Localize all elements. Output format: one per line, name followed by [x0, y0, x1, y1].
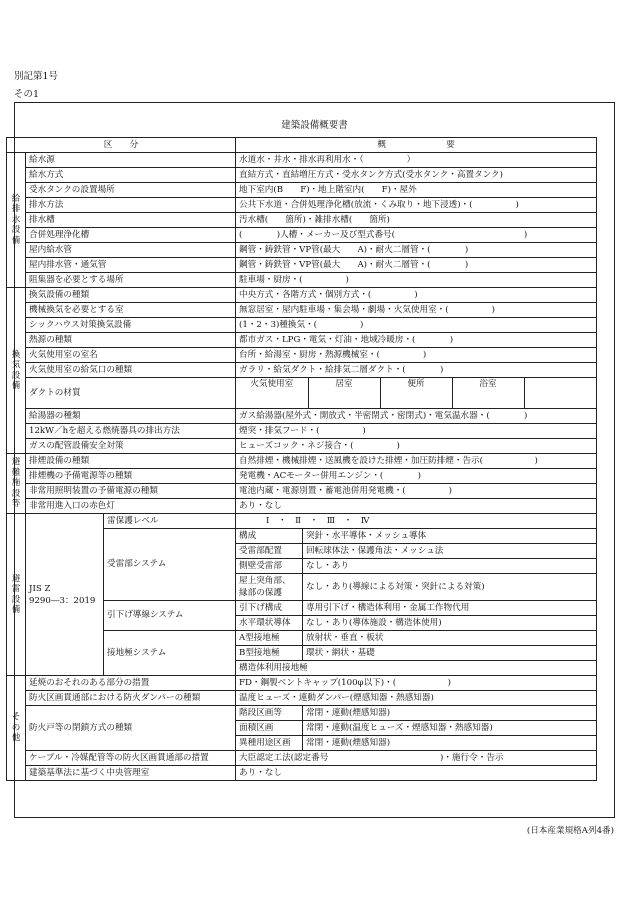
table-row [7, 454, 597, 469]
table-row [7, 424, 597, 439]
table-row [7, 198, 597, 213]
duct-column-label: 火気使用室 [250, 379, 294, 389]
form-part: その1 [14, 89, 40, 100]
table-row [7, 318, 597, 333]
item-value: 温度ヒューズ・連動ダンパー(煙感知器・熱感知器) [236, 691, 597, 706]
table-header-row [7, 138, 597, 153]
item-value: 回転球体法・保護角法・メッシュ法 [303, 544, 597, 559]
group-label: 接地極システム [104, 631, 236, 676]
section-label-text: その他 [11, 712, 21, 744]
item-label: 非常用進入口の赤色灯 [26, 499, 236, 514]
table-row [7, 499, 597, 514]
item-value: 公共下水道・合併処理浄化槽(放流・くみ取り・地下浸透)・( ) [236, 198, 597, 213]
item-value: 突針・水平導体・メッシュ導体 [303, 529, 597, 544]
item-label: 換気設備の種類 [26, 288, 236, 303]
item-label: 受雷部配置 [236, 544, 303, 559]
table-row [7, 258, 597, 273]
table-row [7, 273, 597, 288]
item-label: 給湯器の種類 [26, 409, 236, 424]
section-label-text: 避難施設等 [11, 457, 21, 510]
duct-blank [524, 378, 596, 408]
item-value: 自然排煙・機械排煙・送風機を設けた排煙・加圧防排煙・告示( ) [236, 454, 597, 469]
item-value: ガラリ・給気ダクト・給排気二層ダクト・( ) [236, 363, 597, 378]
section-label [7, 676, 26, 781]
table-row [7, 514, 597, 529]
section-label [7, 454, 26, 514]
item-value: 駐車場・厨房・( ) [236, 273, 597, 288]
item-value: 煙突・排気フード・( ) [236, 424, 597, 439]
duct-column-label: 浴室 [452, 378, 524, 408]
item-label: 構成 [236, 529, 303, 544]
item-label: シックハウス対策換気設備 [26, 318, 236, 333]
item-value: 水道水・井水・排水再利用水・（ ） [236, 153, 597, 168]
item-label: ガスの配管設備安全対策 [26, 439, 236, 454]
item-label: 異種用途区画 [236, 736, 303, 751]
table-row [7, 484, 597, 499]
item-label: 火気使用室の室名 [26, 348, 236, 363]
item-value: 直結方式・直結増圧方式・受水タンク方式(受水タンク・高置タンク) [236, 168, 597, 183]
item-label: 階段区画等 [236, 706, 303, 721]
item-label: 屋上突角部、縁部の保護 [236, 574, 303, 601]
group-label: 受雷部システム [104, 529, 236, 601]
item-value: 台所・給湯室・厨房・熱源機械室・( ) [236, 348, 597, 363]
item-label: 屋内給水管 [26, 243, 236, 258]
item-label: 火気使用室の給気口の種類 [26, 363, 236, 378]
table-row [7, 751, 597, 766]
form-number: 別記第1号 [14, 71, 59, 82]
page-title: 建築設備概要書 [281, 120, 348, 131]
item-value: 常閉・連動(煙感知器) [303, 706, 597, 721]
item-value: 大臣認定工法(認定番号 )・施行令・告示 [236, 751, 597, 766]
item-value: ヒューズコック・ネジ接合・( ) [236, 439, 597, 454]
item-value: あり・なし [236, 766, 597, 781]
item-value: 常閉・連動(温度ヒューズ・煙感知器・熱感知器) [303, 721, 597, 736]
item-label: 面積区画 [236, 721, 303, 736]
table-row [7, 691, 597, 706]
item-value: ( )人槽・メーカー及び型式番号( ) [236, 228, 597, 243]
table-row [7, 409, 597, 424]
duct-column-label: 便所 [380, 378, 452, 408]
item-value: 地下室内(B F)・地上階室内( F)・屋外 [236, 183, 597, 198]
item-value: 発電機・ACモーター併用エンジン・( ) [236, 469, 597, 484]
table-row [7, 303, 597, 318]
item-value: 鋼管・鋳鉄管・VP管(最大 A)・耐火二層管・( ) [236, 243, 597, 258]
item-label: A型接地極 [236, 631, 303, 646]
table-row [7, 706, 597, 721]
duct-row [7, 378, 597, 409]
item-label: 給水方式 [26, 168, 236, 183]
item-label: 水平環状導体 [236, 616, 303, 631]
table-row [7, 363, 597, 378]
item-value: 無窓居室・屋内駐車場・集会場・劇場・火気使用室・( ) [236, 303, 597, 318]
item-value: なし・あり(導線による対策・突針による対策) [303, 574, 597, 601]
item-label: 構造体利用接地極 [236, 661, 597, 676]
duct-column-label: 居室 [308, 378, 380, 408]
item-label: 非常用照明装置の予備電源の種類 [26, 484, 236, 499]
duct-material-grid [236, 378, 597, 409]
section-label-text: 換気設備 [11, 349, 21, 391]
item-label: 熱源の種類 [26, 333, 236, 348]
table-row [7, 676, 597, 691]
table-row [7, 766, 597, 781]
item-value: 汚水槽( 箇所)・雑排水槽( 箇所) [236, 213, 597, 228]
item-label: 屋内排水管・通気管 [26, 258, 236, 273]
item-label: 引下げ構成 [236, 601, 303, 616]
section-label [7, 514, 26, 676]
item-value: FD・鋼製ベントキャップ(100φ以下)・( ) [236, 676, 597, 691]
level-value: Ⅰ ・ Ⅱ ・ Ⅲ ・ Ⅳ [236, 514, 597, 529]
item-value: 鋼管・鋳鉄管・VP管(最大 A)・耐火二層管・( ) [236, 258, 597, 273]
item-value: 専用引下げ・構造体利用・金属工作物代用 [303, 601, 597, 616]
table-row [7, 288, 597, 303]
paper-size-note: (日本産業規格A列4番) [526, 826, 614, 836]
item-label: 排水方法 [26, 198, 236, 213]
item-label: 防火区画貫通部における防火ダンパーの種類 [26, 691, 236, 706]
item-label: 建築基準法に基づく中央管理室 [26, 766, 236, 781]
header-category: 区 分 [7, 138, 236, 153]
table-row [7, 213, 597, 228]
item-label: 側壁受雷部 [236, 559, 303, 574]
item-value: 常閉・連動(煙感知器) [303, 736, 597, 751]
item-label: 排水槽 [26, 213, 236, 228]
table-row [7, 243, 597, 258]
item-label: 雷保護レベル [104, 514, 236, 529]
equipment-table [6, 137, 597, 781]
group-label: 引下げ導線システム [104, 601, 236, 631]
table-row [7, 348, 597, 363]
section-label [7, 153, 26, 288]
item-label: 延焼のおそれのある部分の措置 [26, 676, 236, 691]
item-label: 12kW／hを超える燃焼器具の排出方法 [26, 424, 236, 439]
item-value: (1・2・3)種換気・( ) [236, 318, 597, 333]
table-row [7, 168, 597, 183]
table-row [7, 228, 597, 243]
item-value: ガス給湯器(屋外式・開放式・半密閉式・密閉式)・電気温水器・( ) [236, 409, 597, 424]
item-label: ダクトの材質 [26, 378, 236, 409]
header-summary: 概 要 [236, 138, 597, 153]
item-label: 給水源 [26, 153, 236, 168]
item-label: 受水タンクの設置場所 [26, 183, 236, 198]
item-value: なし・あり(導体施設・構造体使用) [303, 616, 597, 631]
table-row [7, 469, 597, 484]
table-body [7, 138, 597, 781]
item-value: なし・あり [303, 559, 597, 574]
table-row [7, 333, 597, 348]
item-label: 排煙機の予備電源等の種類 [26, 469, 236, 484]
table-row [7, 183, 597, 198]
section-label [7, 288, 26, 454]
table-row [7, 439, 597, 454]
standard-label: JIS Z 9290―3：2019 [26, 514, 104, 676]
item-label: 阻集器を必要とする場所 [26, 273, 236, 288]
duct-grid-row [236, 378, 596, 408]
item-value: 電池内蔵・電源別置・蓄電池併用発電機・( ) [236, 484, 597, 499]
section-label-text: 給排水設備 [11, 193, 21, 246]
duct-grid [236, 378, 596, 408]
section-label-text: 避雷設備 [11, 573, 21, 615]
item-value: 都市ガス・LPG・電気・灯油・地域冷暖房・( ) [236, 333, 597, 348]
group-label: 防火戸等の閉鎖方式の種類 [26, 706, 236, 751]
item-label: 排煙設備の種類 [26, 454, 236, 469]
item-label: B型接地極 [236, 646, 303, 661]
table-row [7, 153, 597, 168]
item-label: 機械換気を必要とする室 [26, 303, 236, 318]
item-value: あり・なし [236, 499, 597, 514]
item-value: 中央方式・各階方式・個別方式・( ) [236, 288, 597, 303]
item-label: 合併処理浄化槽 [26, 228, 236, 243]
item-value: 環状・網状・基礎 [303, 646, 597, 661]
item-label: ケーブル・冷媒配管等の防火区画貫通部の措置 [26, 751, 236, 766]
item-value: 放射状・垂直・板状 [303, 631, 597, 646]
